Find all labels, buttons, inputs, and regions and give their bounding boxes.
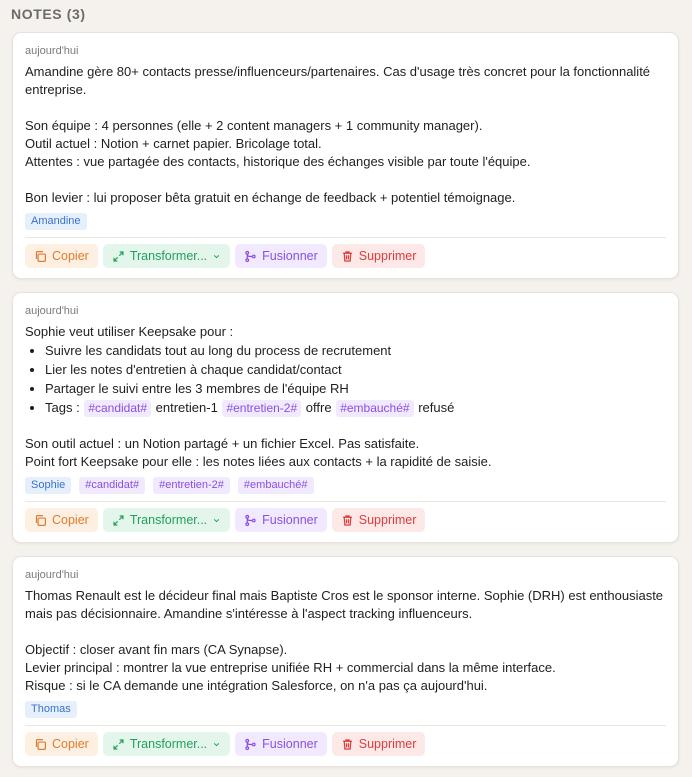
list-item: • Lier les notes d'entretien à chaque candidat/contact — [45, 360, 666, 379]
note-card — [12, 556, 679, 767]
expand-icon — [112, 514, 125, 527]
note-bullet-list — [45, 341, 666, 417]
note-line — [25, 171, 666, 189]
delete-button[interactable] — [332, 732, 426, 756]
copy-label: Copier — [52, 513, 89, 527]
note-line: Risque : si le CA demande une intégration Salesforce, on n'a pas ça aujourd'hui. — [25, 678, 488, 693]
merge-label: Fusionner — [262, 737, 318, 751]
tag-word: refusé — [418, 400, 455, 415]
person-tag[interactable]: Sophie — [25, 477, 71, 494]
note-line: Sophie veut utiliser Keepsake pour : — [25, 324, 234, 339]
chevron-down-icon — [212, 252, 221, 261]
copy-icon — [34, 514, 47, 527]
transform-label: Transformer... — [129, 513, 208, 527]
hashtag-tag[interactable]: #candidat# — [79, 477, 145, 494]
transform-button[interactable] — [103, 508, 230, 532]
merge-label: Fusionner — [262, 249, 318, 263]
expand-icon — [112, 250, 125, 263]
note-body — [25, 63, 666, 207]
git-merge-icon — [244, 250, 257, 263]
note-line: Objectif : closer avant fin mars (CA Synapse). — [25, 642, 288, 657]
notes-section-title: NOTES (3) — [11, 6, 86, 22]
note-actions — [25, 726, 666, 766]
note-line — [25, 99, 666, 117]
note-line: Thomas Renault est le décideur final mais Baptiste Cros est le sponsor interne. Sophie (DRH) est enthousiaste mais pas décisionnaire. Amandine s'intéresse à l'aspect tracking influenceurs. — [25, 588, 664, 621]
expand-icon — [112, 738, 125, 751]
git-merge-icon — [244, 514, 257, 527]
transform-label: Transformer... — [129, 737, 208, 751]
delete-label: Supprimer — [358, 513, 417, 527]
tags-label: Tags : — [45, 400, 80, 415]
merge-button[interactable] — [235, 244, 327, 268]
note-actions — [25, 502, 666, 542]
list-item-tags — [45, 398, 666, 417]
note-spacer — [25, 417, 666, 435]
note-line: Son outil actuel : un Notion partagé + un fichier Excel. Pas satisfaite. — [25, 436, 420, 451]
inline-hashtag[interactable]: #candidat# — [84, 400, 151, 417]
note-card — [12, 32, 679, 279]
note-actions — [25, 238, 666, 278]
copy-icon — [34, 738, 47, 751]
person-tag[interactable]: Thomas — [25, 701, 77, 718]
delete-label: Supprimer — [358, 249, 417, 263]
person-tag[interactable]: Amandine — [25, 213, 87, 230]
copy-label: Copier — [52, 249, 89, 263]
trash-icon — [341, 514, 354, 527]
delete-button[interactable] — [332, 508, 426, 532]
inline-hashtag[interactable]: #embauché# — [336, 400, 413, 417]
list-item: • Suivre les candidats tout au long du process de recrutement — [45, 341, 666, 360]
note-line: Amandine gère 80+ contacts presse/influenceurs/partenaires. Cas d'usage très concret pour la fonctionnalité entreprise. — [25, 64, 651, 97]
note-date: aujourd'hui — [25, 45, 79, 57]
chevron-down-icon — [212, 516, 221, 525]
note-tags — [25, 701, 666, 718]
delete-label: Supprimer — [358, 737, 417, 751]
note-date: aujourd'hui — [25, 569, 79, 581]
merge-button[interactable] — [235, 508, 327, 532]
note-body — [25, 587, 666, 695]
note-line: Point fort Keepsake pour elle : les notes liées aux contacts + la rapidité de saisie. — [25, 454, 492, 469]
trash-icon — [341, 738, 354, 751]
list-item: • Partager le suivi entre les 3 membres de l'équipe RH — [45, 379, 666, 398]
trash-icon — [341, 250, 354, 263]
tag-word: offre — [305, 400, 332, 415]
copy-label: Copier — [52, 737, 89, 751]
transform-label: Transformer... — [129, 249, 208, 263]
copy-icon — [34, 250, 47, 263]
note-line: Levier principal : montrer la vue entreprise unifiée RH + commercial dans la même interface. — [25, 660, 556, 675]
git-merge-icon — [244, 738, 257, 751]
inline-hashtag[interactable]: #entretien-2# — [222, 400, 301, 417]
copy-button[interactable] — [25, 244, 98, 268]
merge-label: Fusionner — [262, 513, 318, 527]
note-line: Bon levier : lui proposer bêta gratuit en échange de feedback + potentiel témoignage. — [25, 190, 516, 205]
transform-button[interactable] — [103, 732, 230, 756]
chevron-down-icon — [212, 740, 221, 749]
note-card — [12, 292, 679, 543]
delete-button[interactable] — [332, 244, 426, 268]
tag-word: entretien-1 — [155, 400, 218, 415]
note-line: Son équipe : 4 personnes (elle + 2 content managers + 1 community manager). — [25, 118, 483, 133]
merge-button[interactable] — [235, 732, 327, 756]
note-date: aujourd'hui — [25, 305, 79, 317]
hashtag-tag[interactable]: #entretien-2# — [153, 477, 230, 494]
note-body — [25, 323, 666, 471]
note-line — [25, 623, 666, 641]
note-line: Attentes : vue partagée des contacts, historique des échanges visible par toute l'équipe. — [25, 154, 531, 169]
transform-button[interactable] — [103, 244, 230, 268]
note-tags — [25, 213, 666, 230]
hashtag-tag[interactable]: #embauché# — [238, 477, 314, 494]
note-tags — [25, 477, 666, 494]
copy-button[interactable] — [25, 732, 98, 756]
copy-button[interactable] — [25, 508, 98, 532]
note-line: Outil actuel : Notion + carnet papier. Bricolage total. — [25, 136, 322, 151]
